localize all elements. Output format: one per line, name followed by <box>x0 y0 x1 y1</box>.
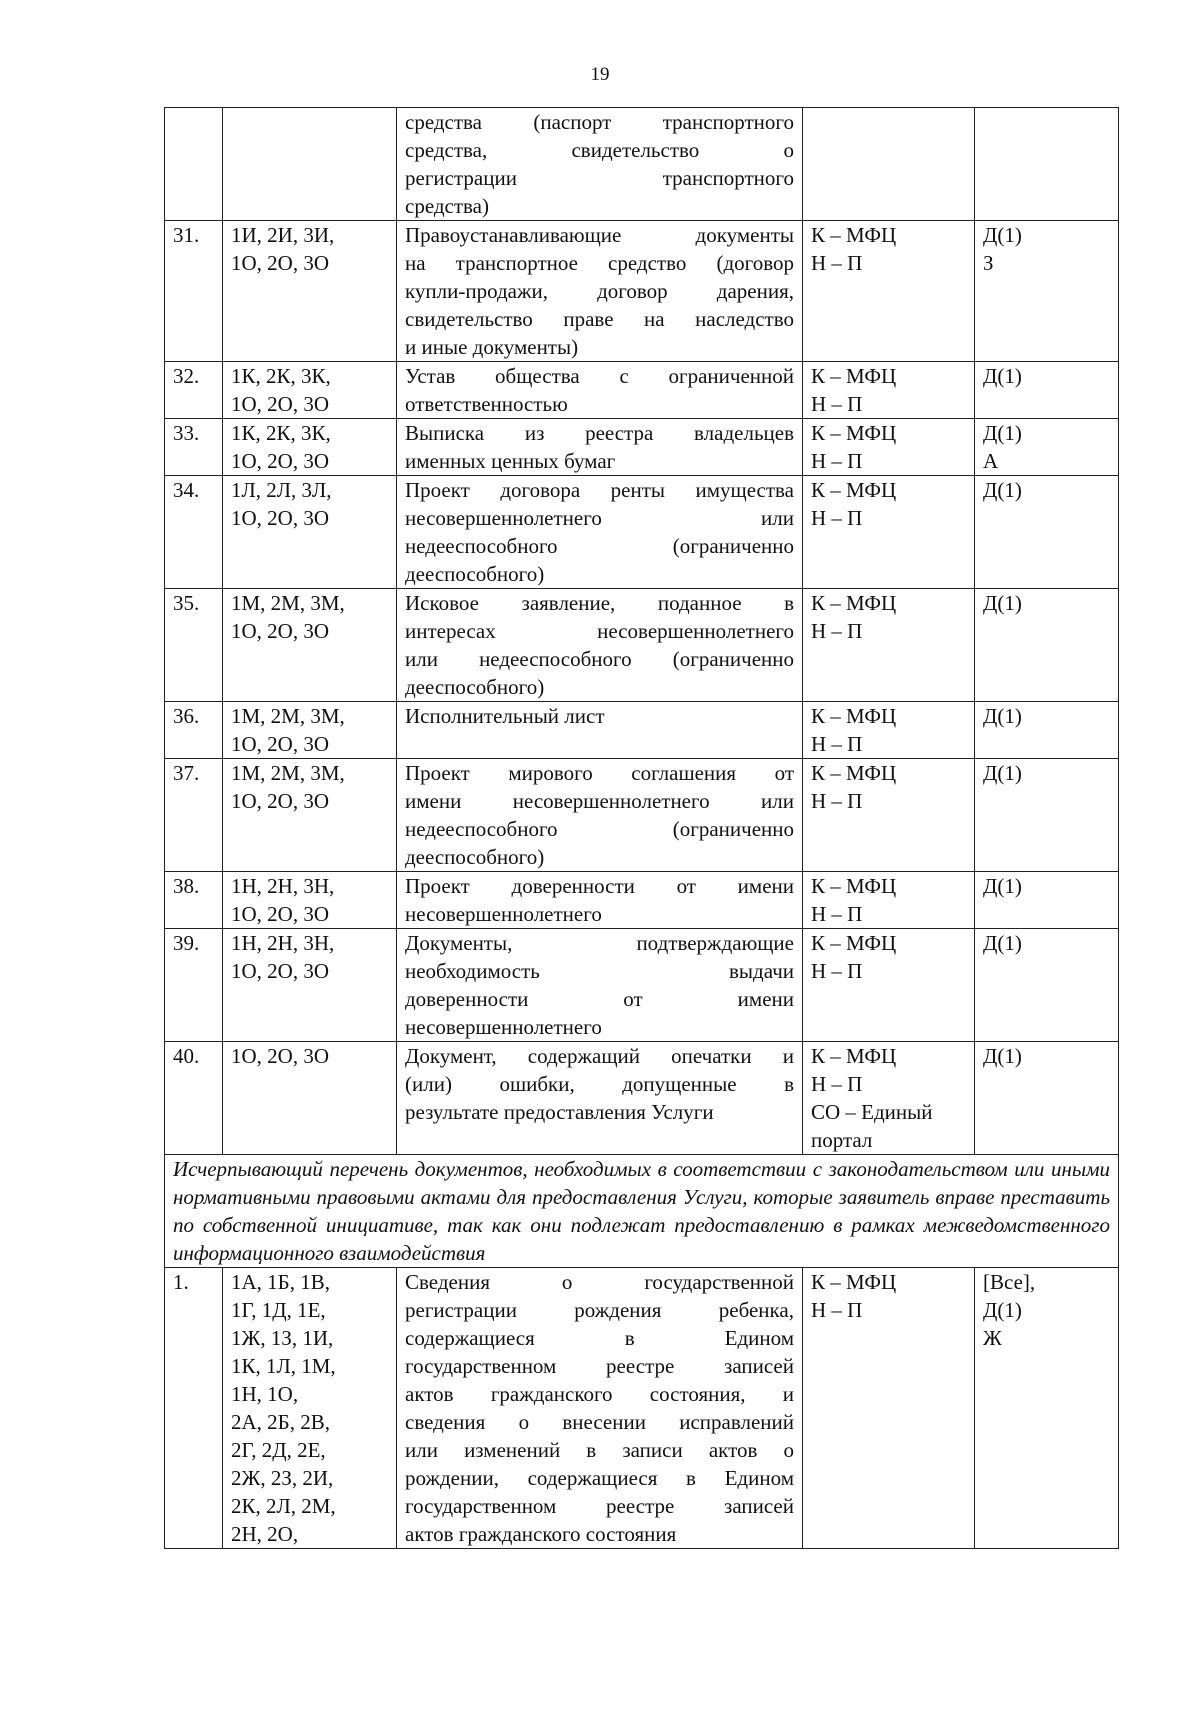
submission-method <box>803 1042 975 1155</box>
submission-method-line: Н – П <box>811 732 863 756</box>
row-number: 35. <box>165 589 223 702</box>
submission-method-line: К – МФЦ <box>811 1270 897 1294</box>
requirement-code-line: А <box>983 449 999 473</box>
row-number: 38. <box>165 872 223 929</box>
submission-method-line: Н – П <box>811 506 863 530</box>
submission-method <box>803 759 975 872</box>
document-description-line: доверенности от имени <box>405 987 794 1011</box>
requirement-code-line: Ж <box>983 1326 1002 1350</box>
requirement-code <box>975 1042 1119 1155</box>
document-description-line: Проект договора ренты имущества <box>405 478 794 502</box>
document-description-line: сведения о внесении исправлений <box>405 1410 794 1434</box>
document-description <box>397 476 803 589</box>
page-number: 19 <box>590 64 610 85</box>
table-row <box>165 759 1119 872</box>
applicant-codes-line: 1Н, 2Н, 3Н, <box>231 931 335 955</box>
requirement-code <box>975 589 1119 702</box>
table-row <box>165 1268 1119 1549</box>
applicant-codes <box>223 108 397 221</box>
documents-table-body <box>165 108 1119 1155</box>
document-description <box>397 872 803 929</box>
row-number <box>165 108 223 221</box>
document-description-line: Проект доверенности от имени <box>405 874 794 898</box>
document-description-line: Правоустанавливающие документы <box>405 223 794 247</box>
row-number: 37. <box>165 759 223 872</box>
document-description <box>397 929 803 1042</box>
document-description-line: дееспособного) <box>405 675 545 699</box>
submission-method-line: Н – П <box>811 392 863 416</box>
applicant-codes-line: 1О, 2О, 3О <box>231 449 329 473</box>
section-header-text: Исчерпывающий перечень документов, необходимых в соответствии с законодательством или иными нормативными правовыми актами для предоставления Услуги, которые заявитель вправе преставить по собственной инициативе, так как они подлежат предоставлению в рамках межведомственного информационного взаимодействия <box>165 1155 1119 1268</box>
requirement-code <box>975 419 1119 476</box>
requirement-code-line: Д(1) <box>983 874 1022 898</box>
applicant-codes <box>223 872 397 929</box>
submission-method <box>803 221 975 362</box>
requirement-code-line: [Все], <box>983 1270 1036 1294</box>
document-description-line: регистрации транспортного <box>405 166 794 190</box>
table-row <box>165 221 1119 362</box>
section-header-body <box>165 1155 1119 1268</box>
document-description <box>397 362 803 419</box>
document-description-line: Сведения о государственной <box>405 1270 794 1294</box>
requirement-code-line: Д(1) <box>983 761 1022 785</box>
document-description-line: Исполнительный лист <box>405 704 605 728</box>
applicant-codes-line: 1О, 2О, 3О <box>231 732 329 756</box>
document-description-line: свидетельство праве на наследство <box>405 307 794 331</box>
document-description <box>397 419 803 476</box>
applicant-codes-line: 2А, 2Б, 2В, <box>231 1410 330 1434</box>
submission-method-line: К – МФЦ <box>811 874 897 898</box>
requirement-code-line: З <box>983 251 994 275</box>
document-description <box>397 1042 803 1155</box>
applicant-codes-line: 1О, 2О, 3О <box>231 392 329 416</box>
submission-method <box>803 589 975 702</box>
applicant-codes-line: 1О, 2О, 3О <box>231 506 329 530</box>
document-description-line: Документ, содержащий опечатки и <box>405 1044 794 1068</box>
submission-method-line: К – МФЦ <box>811 421 897 445</box>
applicant-codes <box>223 589 397 702</box>
document-description-line: несовершеннолетнего <box>405 902 602 926</box>
document-description-line: Документы, подтверждающие <box>405 931 794 955</box>
applicant-codes-line: 2Н, 2О, <box>231 1522 299 1546</box>
requirement-code-line: Д(1) <box>983 931 1022 955</box>
document-description-line: средства (паспорт транспортного <box>405 110 794 134</box>
applicant-codes-line: 2Г, 2Д, 2Е, <box>231 1438 326 1462</box>
document-description-line: несовершеннолетнего <box>405 1015 602 1039</box>
applicant-codes-line: 1К, 2К, 3К, <box>231 364 331 388</box>
document-description-line: государственном реестре записей <box>405 1354 794 1378</box>
submission-method-line: К – МФЦ <box>811 223 897 247</box>
document-description-line: на транспортное средство (договор <box>405 251 794 275</box>
document-description-line: и иные документы) <box>405 335 579 359</box>
requirement-code <box>975 1268 1119 1549</box>
applicant-codes <box>223 1042 397 1155</box>
document-description-line: несовершеннолетнего или <box>405 506 794 530</box>
document-description-line: интересах несовершеннолетнего <box>405 619 794 643</box>
requirement-code-line: Д(1) <box>983 1298 1022 1322</box>
submission-method-line: СО – Единый <box>811 1100 933 1124</box>
applicant-codes-line: 1И, 2И, 3И, <box>231 223 335 247</box>
applicant-codes <box>223 476 397 589</box>
submission-method-line: Н – П <box>811 959 863 983</box>
document-description-line: государственном реестре записей <box>405 1494 794 1518</box>
requirement-code <box>975 108 1119 221</box>
document-description-line: именных ценных бумаг <box>405 449 616 473</box>
table-row <box>165 589 1119 702</box>
applicant-codes-line: 1О, 2О, 3О <box>231 902 329 926</box>
submission-method <box>803 872 975 929</box>
applicant-codes-line: 1О, 2О, 3О <box>231 251 329 275</box>
document-description-line: Проект мирового соглашения от <box>405 761 794 785</box>
submission-method <box>803 108 975 221</box>
applicant-codes-line: 1Л, 2Л, 3Л, <box>231 478 332 502</box>
document-description-line: средства) <box>405 194 489 218</box>
submission-method-line: портал <box>811 1128 873 1152</box>
row-number: 39. <box>165 929 223 1042</box>
submission-method <box>803 419 975 476</box>
applicant-codes <box>223 929 397 1042</box>
applicant-codes-line: 1О, 2О, 3О <box>231 789 329 813</box>
applicant-codes-line: 1О, 2О, 3О <box>231 959 329 983</box>
applicant-codes <box>223 221 397 362</box>
table-row <box>165 108 1119 221</box>
requirement-code-line: Д(1) <box>983 421 1022 445</box>
submission-method <box>803 929 975 1042</box>
applicant-codes-line: 2К, 2Л, 2М, <box>231 1494 336 1518</box>
document-description <box>397 221 803 362</box>
document-description-line: результате предоставления Услуги <box>405 1100 714 1124</box>
table-row <box>165 362 1119 419</box>
requirement-code-line: Д(1) <box>983 478 1022 502</box>
requirement-code <box>975 221 1119 362</box>
applicant-codes-line: 1Н, 1О, <box>231 1382 299 1406</box>
document-description-line: актов гражданского состояния <box>405 1522 677 1546</box>
submission-method-line: К – МФЦ <box>811 761 897 785</box>
row-number: 40. <box>165 1042 223 1155</box>
document-description-line: дееспособного) <box>405 845 545 869</box>
document-description-line: недееспособного (ограниченно <box>405 534 794 558</box>
table-row <box>165 872 1119 929</box>
row-number: 34. <box>165 476 223 589</box>
applicant-codes-line: 1Н, 2Н, 3Н, <box>231 874 335 898</box>
row-number: 1. <box>165 1268 223 1549</box>
requirement-code <box>975 929 1119 1042</box>
requirement-code <box>975 872 1119 929</box>
applicant-codes <box>223 362 397 419</box>
table-row <box>165 929 1119 1042</box>
document-description-line: купли-продажи, договор дарения, <box>405 279 794 303</box>
applicant-codes <box>223 419 397 476</box>
document-description <box>397 589 803 702</box>
document-description <box>397 108 803 221</box>
submission-method <box>803 362 975 419</box>
submission-method-line: Н – П <box>811 619 863 643</box>
table-row <box>165 702 1119 759</box>
requirement-code-line: Д(1) <box>983 591 1022 615</box>
applicant-codes-line: 1К, 1Л, 1М, <box>231 1354 336 1378</box>
requirement-code-line: Д(1) <box>983 1044 1022 1068</box>
document-description-line: необходимость выдачи <box>405 959 794 983</box>
document-description-line: недееспособного (ограниченно <box>405 817 794 841</box>
applicant-codes-line: 1О, 2О, 3О <box>231 619 329 643</box>
submission-method-line: Н – П <box>811 902 863 926</box>
submission-method <box>803 1268 975 1549</box>
documents-table <box>164 107 1119 1549</box>
requirement-code <box>975 362 1119 419</box>
document-description <box>397 1268 803 1549</box>
submission-method-line: К – МФЦ <box>811 1044 897 1068</box>
row-number: 31. <box>165 221 223 362</box>
submission-method <box>803 702 975 759</box>
document-description-line: регистрации рождения ребенка, <box>405 1298 794 1322</box>
document-description-line: ответственностью <box>405 392 568 416</box>
submission-method-line: Н – П <box>811 251 863 275</box>
applicant-codes-line: 1К, 2К, 3К, <box>231 421 331 445</box>
applicant-codes-line: 2Ж, 2З, 2И, <box>231 1466 334 1490</box>
document-description-line: актов гражданского состояния, и <box>405 1382 794 1406</box>
document-description <box>397 702 803 759</box>
table-row <box>165 476 1119 589</box>
row-number: 36. <box>165 702 223 759</box>
document-description-line: Устав общества с ограниченной <box>405 364 794 388</box>
document-description <box>397 759 803 872</box>
submission-method-line: Н – П <box>811 789 863 813</box>
submission-method-line: К – МФЦ <box>811 704 897 728</box>
applicant-codes-line: 1М, 2М, 3М, <box>231 761 345 785</box>
row-number: 32. <box>165 362 223 419</box>
table-row <box>165 419 1119 476</box>
applicant-codes-line: 1Г, 1Д, 1Е, <box>231 1298 326 1322</box>
applicant-codes <box>223 702 397 759</box>
row-number: 33. <box>165 419 223 476</box>
document-description-line: содержащиеся в Едином <box>405 1326 794 1350</box>
applicant-codes-line: 1Ж, 1З, 1И, <box>231 1326 334 1350</box>
requirement-code-line: Д(1) <box>983 223 1022 247</box>
applicant-codes <box>223 759 397 872</box>
requirement-code <box>975 759 1119 872</box>
document-description-line: рождении, содержащиеся в Едином <box>405 1466 794 1490</box>
document-description-line: дееспособного) <box>405 562 545 586</box>
applicant-codes-line: 1М, 2М, 3М, <box>231 704 345 728</box>
section-header-row <box>165 1155 1119 1268</box>
document-description-line: или изменений в записи актов о <box>405 1438 794 1462</box>
table-row <box>165 1042 1119 1155</box>
submission-method-line: К – МФЦ <box>811 478 897 502</box>
applicant-codes-line: 1А, 1Б, 1В, <box>231 1270 330 1294</box>
document-description-line: средства, свидетельство о <box>405 138 794 162</box>
submission-method-line: К – МФЦ <box>811 591 897 615</box>
submission-method-line: К – МФЦ <box>811 931 897 955</box>
submission-method-line: Н – П <box>811 449 863 473</box>
applicant-codes-line: 1М, 2М, 3М, <box>231 591 345 615</box>
submission-method-line: Н – П <box>811 1072 863 1096</box>
document-description-line: (или) ошибки, допущенные в <box>405 1072 794 1096</box>
document-description-line: имени несовершеннолетнего или <box>405 789 794 813</box>
requirement-code-line: Д(1) <box>983 364 1022 388</box>
submission-method-line: К – МФЦ <box>811 364 897 388</box>
requirement-code <box>975 702 1119 759</box>
document-description-line: Исковое заявление, поданное в <box>405 591 794 615</box>
requirement-code-line: Д(1) <box>983 704 1022 728</box>
interagency-documents-body <box>165 1268 1119 1549</box>
document-description-line: Выписка из реестра владельцев <box>405 421 794 445</box>
submission-method-line: Н – П <box>811 1298 863 1322</box>
document-description-line: или недееспособного (ограниченно <box>405 647 794 671</box>
requirement-code <box>975 476 1119 589</box>
applicant-codes-line: 1О, 2О, 3О <box>231 1044 329 1068</box>
applicant-codes <box>223 1268 397 1549</box>
submission-method <box>803 476 975 589</box>
